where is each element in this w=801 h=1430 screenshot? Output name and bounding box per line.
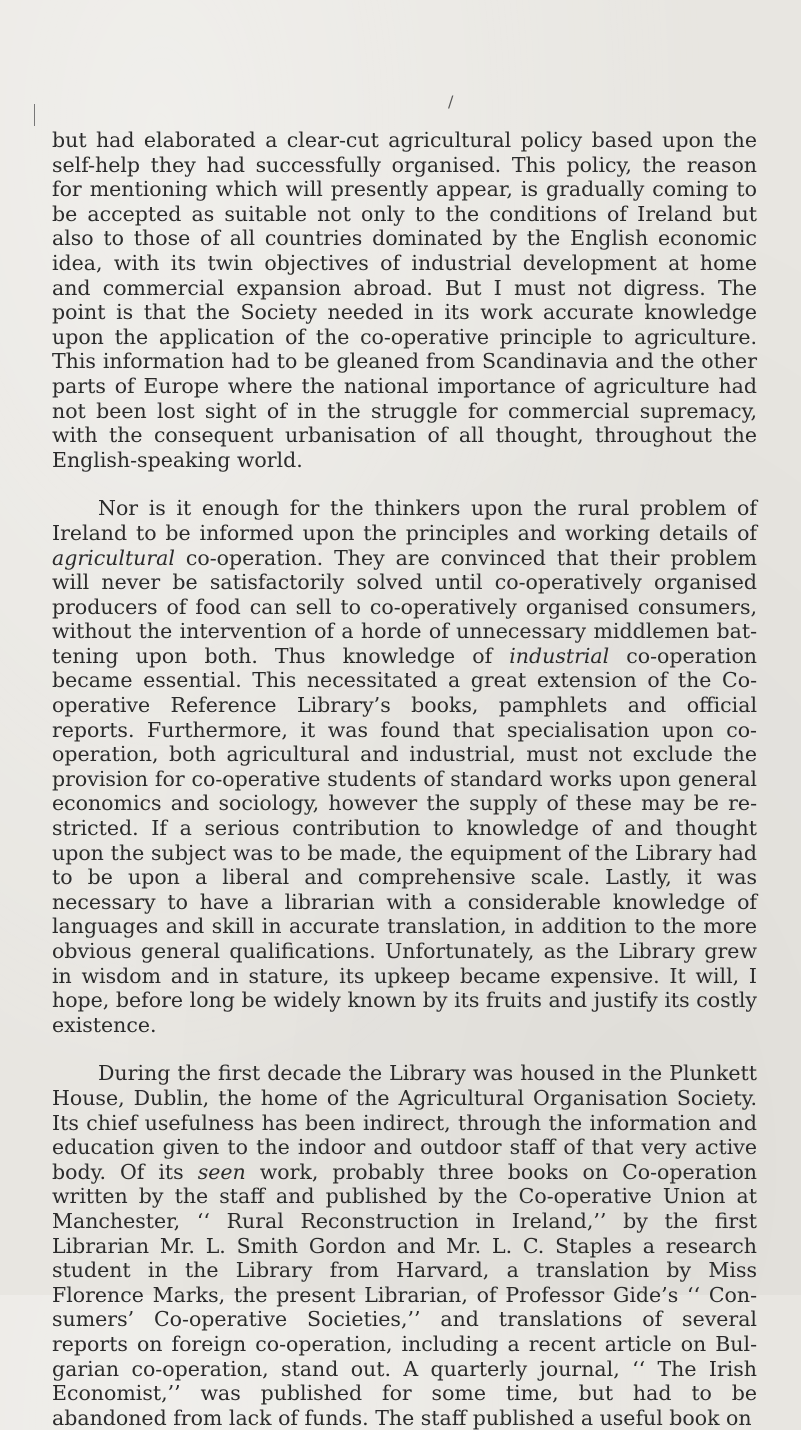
paragraph-2-italic-industrial: industrial [509,643,610,668]
page-mark: / [448,92,454,111]
paragraph-2-text-b: co-operation. They are convinced that their problem will never be satisfactorily solved until co-operatively organised producers of food can sell to co-operatively organised consumers, without the intervention of a horde of unnecessary middlemen bat-tening upon both. Thus knowledge of [52,545,757,668]
paragraph-2-text-c: co-operation became essential. This necessitated a great extension of the Co-operative Reference Library’s books, pamphlets and official reports. Furthermore, it was found that specialisation upon co-operation, both agricultural and industrial, must not exclude the provision for co-operative students of standard works upon general economics and sociology, however the supply of these may be re-stricted. If a serious contribution to knowledge of and thought upon the subject was to be made, the equipment of the Library had to be upon a liberal and comprehensive scale. Lastly, it was necessary to have a librarian with a considerable knowledge of languages and skill in accurate translation, in addition to the more obvious general qualifications. Unfortunately, as the Library grew in wisdom and in stature, its upkeep became expensive. It will, I hope, before long be widely known by its fruits and justify its costly existence. [52,643,757,1037]
margin-mark [34,104,35,126]
body-text [52,128,757,1430]
paragraph-3-italic-seen: seen [197,1159,246,1184]
paragraph-2 [52,496,757,1037]
paragraph-1-text: but had elaborated a clear-cut agricultural policy based upon the self-help they had successfully organised. This policy, the reason for mentioning which will presently appear, is gradually coming to be accepted as suitable not only to the conditions of Ireland but also to those of all countries dominated by the English economic idea, with its twin objectives of industrial development at home and commercial expansion abroad. But I must not digress. The point is that the Society needed in its work accurate knowledge upon the application of the co-operative principle to agriculture. This information had to be gleaned from Scandinavia and the other parts of Europe where the national importance of agriculture had not been lost sight of in the struggle for commercial supremacy, with the consequent urbanisation of all thought, throughout the English-speaking world. [52,128,757,472]
paragraph-2-text-a: Nor is it enough for the thinkers upon the rural problem of Ireland to be informed upon the principles and working details of [52,496,757,545]
paragraph-1 [52,128,757,472]
paragraph-3-text-a: During the first decade the Library was housed in the Plunkett House, Dublin, the home of the Agricultural Organisation Society. Its chief usefulness has been indirect, through the information and education given to the indoor and outdoor staff of that very active body. Of its [52,1061,757,1184]
paragraph-3 [52,1061,757,1430]
paragraph-2-italic-agricultural: agricultural [52,545,175,570]
paragraph-3-text-b: work, probably three books on Co-operation written by the staff and published by the Co-operative Union at Manchester, ‘‘ Rural Reconstruction in Ireland,’’ by the first Librarian Mr. L. Smith Gordon and Mr. L. C. Staples a research student in the Library from Harvard, a translation by Miss Florence Marks, the present Librarian, of Professor Gide’s ‘‘ Con-sumers’ Co-operative Societies,’’ and translations of several reports on foreign co-operation, including a recent article on Bul-garian co-operation, stand out. A quarterly journal, ‘‘ The Irish Economist,’’ was published for some time, but had to be abandoned from lack of funds. The staff published a useful book on [52,1159,757,1430]
